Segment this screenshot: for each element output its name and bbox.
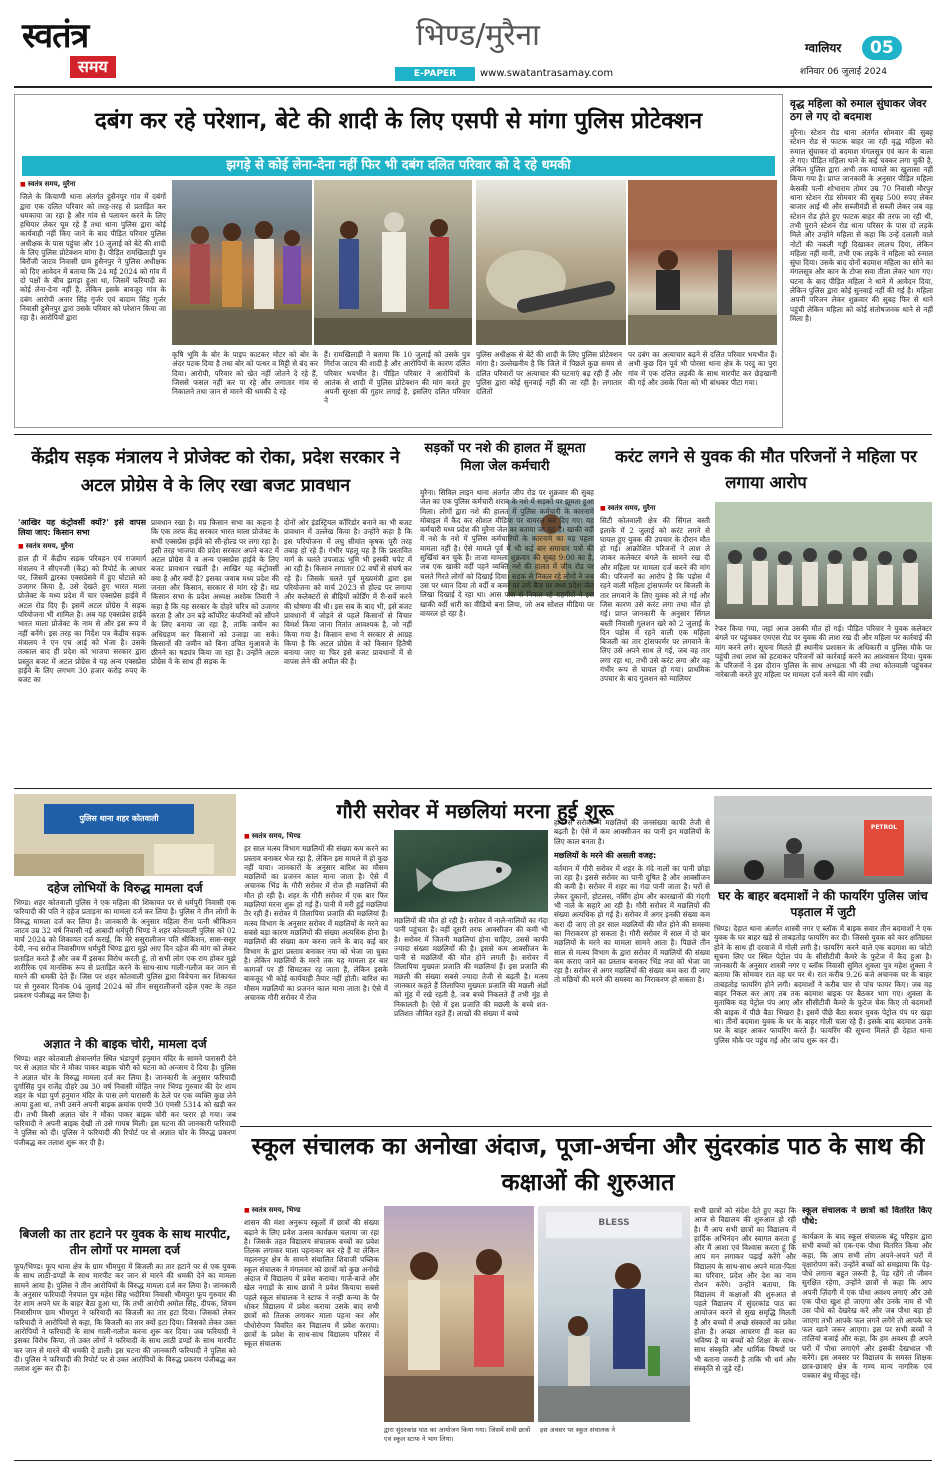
masthead: [0, 0, 945, 88]
story7-text: भिण्ड। शहर कोतवाली क्षेत्रान्तर्गत स्थित भंडापुर्ण हनुमान मंदिर के सामने पारासरी देने पर से अज्ञात चोर ने मौका पाकर बाइक चोरी को घटना को अन्जाम दे दिया है। पुलिस ने अज्ञात चोर के विरुद्ध मामला दर्ज कर लिया है। जानकारी के अनुसार फरियादी दुर्गासिंह पुत्र राजेंद्र दौहरे उम्र 30 वर्ष निवासी मोहित नगर भिण्ड गुरुवार की देर शाम शहर के भंडा पुर्ण हनुमान मंदिर के पास लगे पारासरी के ठेले पर एक व्यक्ति कुछ लेने आया हुआ था, तभी उसने अपनी बाइक क्रमांक एमपी 30 एमसी 5314 को खड़ी कर दी। तभी किसी अज्ञात चोर ने मौका पाकर बाइक चोरी कर फरार हो गया। जब फरियादी ने अपनी बाइक देखी तो उसे गायब मिली। इस घटना की जानकारी फरियादी ने पुलिस को दी। पुलिस ने फरियादी की रिपोर्ट पर से अज्ञात चोर के विरुद्ध प्रकरण पंजीबद्ध कर तलाश शुरू कर दी है।: [14, 1054, 236, 1147]
puja-ceremony-icon: [384, 1206, 534, 1422]
lead-col-5: पर दबंग का अत्याचार बढ़ने से दलित परिवार भयभीत हैं। अभी कुछ दिन पूर्व भी पोरसा थाना क्षेत्र के परदु का पुरा गांव में एक दलित लड़की के साथ मारपीट कर छेड़खानी की गई और उसके पिता को भी बांधकर पीटा गया।: [628, 350, 777, 387]
dead-fish-icon: [394, 830, 548, 912]
story4-col-1-text: सिटी कोतवाली क्षेत्र की सिंगल बस्ती इलाके में 2 जुलाई को करंट लगने से घायल हुए युवक की उपचार के दौरान मौत हो गई। आक्रोशित परिजनों ने लाश ले जाकर कलेक्टर बंगले के सामने रख दी और महिला पर मामला दर्ज करने की मांग की। परिजनों का आरोप है कि पड़ोस में रहने वाली महिला ट्रांसफार्मर पर बिजली के तार लगवाने के लिए युवक को ले गई और जिस कारण उसे करंट लगा तथा मौत हो गई। प्राप्त जानकारी के अनुसार सिंगल बस्ती निवासी गुलशन खरे को 2 जुलाई के दिन पड़ोस में रहने वाली एक महिला बिजली का तार ट्रांसफार्मर पर लगवाने के लिए उसे अपने साथ ले गई, जब वह तार लगा रहा था, तभी उसे करंट लगा और वह गंभीर रूप से घायल हो गया। प्राथमिक उपचार के बाद गुलशन को ग्वालियर: [600, 516, 710, 684]
villagers-icon: [314, 180, 472, 345]
story7-headline: अज्ञात ने की बाइक चोरी, मामला दर्ज: [43, 1037, 207, 1051]
story2-col-2: प्रावधान रखा है। मप्र किसान सभा का कहना है कि एक तरफ केंद्र सरकार भारत माला प्रोजेक्ट के सभी एक्सप्रेस हाईवे को सी-होल्ड पर लगा रहा है। इसी तरह भाजपा की प्रदेश सरकार अपने बजट में अटल प्रोग्रेस वे व अन्य एक्सप्रेस हाईवे के लिए बजट प्रावधान रखती है। आखिर यह कंट्रोवर्सी क्या है और क्यों है? इसका जवाब मध्य प्रदेश की जनता और किसान, सरकार से मांग रहे हैं। मप्र किसान सभा के प्रदेश अध्यक्ष अशोक तिवारी ने कहा है कि यह सरकार के दोहरे चरित्र को उजागर करता है और उन बड़े कॉर्पोरेट कंपनियों को सौंपने के लिए बनाया जा रहा है, ताकि जमीन का अधिग्रहण कर किसानों को उजाड़ा जा सके। किसानों की जमीन को बिना उचित मुआवजे के छीनने का षड्यंत्र किया जा रहा है। उन्होंने अटल प्रोग्रेस वे के साथ ही सड़क के: [151, 518, 279, 667]
story3-text: मुरैना। सिविल लाइन थाना अंतर्गत जीप रोड पर शुक्रवार की सुबह जेल का एक पुलिस कर्मचारी शराब के नशे में सड़कों पर झूमता हुआ मिला। लोगों द्वारा नशे की हालत में पुलिस कर्मचारी के कारनामे मोबाइल में कैद कर सोशल मीडिया पर वायरल कर दिए गए। यह कर्मचारी मध्य प्रदेश की मुरैना जेल का बताया जा रहा है। खाकी वर्दी में नशे के नशे में पुलिस कर्मचारियों के कारनामे का यह पहला मामला नहीं है। ऐसे मामले पूर्व में भी कई बार समाचार पत्रों की सुर्खियां बन चुके हैं। ताजा मामला शुक्रवार की सुबह 9:00 का है, जब एक खाकी वर्दी पहने व्यक्ति नशे की हालत में जीप रोड पर चलते गिरते लोगों को दिखाई दिया। सड़क से निकल रहे लोगों ने जब उस पर ध्यान दिया तो वर्दी व कमर पर लगे बैज पर मध्य प्रदेश जेल लिखा दिखाई दे रहा था। आस पास से निकल रहे राहगीरों ने इस खाकी वर्दी धारी का वीडियो बना लिया, जो अब सोशल मीडिया पर वायरल हो रहा है।: [420, 488, 594, 618]
police-station-sign: पुलिस थाना शहर कोतवाली: [79, 814, 159, 823]
story5-photo: [394, 830, 548, 912]
story2-col-1: [18, 518, 146, 783]
rule-3: [240, 1126, 932, 1127]
story8-headline: बिजली का तार हटाने पर युवक के साथ मारपीट, तीन लोगों पर मामला दर्ज: [19, 1227, 231, 1257]
story4-headline: करंट लगने से युवक की मौत परिजनों ने महिला पर लगाया आरोप: [615, 447, 917, 492]
children-plants-icon: [538, 1206, 690, 1422]
side-top-text: मुरैना। स्टेशन रोड थाना अंतर्गत सोमवार की सुबह स्टेशन रोड से फाटक बाहर जा रही वृद्ध महिला को रुमाल सुंघाकर दो बदमाश मंगलसूत्र एवं कान के बाला ले गए। पीड़ित महिला थाने के कई चक्कर लगा चुकी है, लेकिन पुलिस द्वारा अभी तक मामले का खुलासा नहीं किया गया है। प्राप्त जानकारी के अनुसार पीड़ित महिला केसकी पत्नी शोभाराम तोमर उम्र 70 निवासी मौरपुर थाना स्टेशन रोड सोमवार की सुबह 500 रुपए लेकर बाजार आई थी और सब्जीमंडी से सब्जी लेकर जब वह स्टेशन रोड होते हुए फाटक बाहर की तरफ जा रही थी, तभी पुराने स्टेशन रोड थाना परिसर के पास दो लड़के मिले और उन्होंने महिला से कहा कि उन्हें दलाली वाले नोटों की नकली गड्डी दिखाकर लालच दिया, लेकिन महिला नहीं मानी, तभी एक लड़के ने महिला को रुमाल सुंघा दिया। उसके बाद दोनों बदमाश महिला का सोने का मंगलसूत्र और कान के टोप्स सवा तीला लेकर भाग गए। घटना के बाद पीड़ित महिला ने थाने में आवेदन दिया, लेकिन पुलिस द्वारा कोई सुनवाई नहीं की गई है। महिला अपनी परिजन लेकर शुक्रवार की सुबह फिर से थाने पहुंची लेकिन महिला को कोई संतोषजनक थाने से नहीं मिला है।: [790, 128, 933, 323]
lead-photo-3: [476, 180, 626, 345]
petrol-sign: PETROL: [870, 824, 898, 831]
story4-byline: ■ स्वतंत्र समय, मुरैना: [600, 504, 710, 513]
lead-col-2: कृषि भूमि के बोर के पाइप काटकर मोटर को बोर के अंदर पटक दिया है तथा बोर को पत्थर व मिट्टी से बंद कर दिया। आरोपी, परिवार को खेत नहीं जोतने दे रहे हैं, जिससे फसल नहीं कर पा रहे और लगातार गांव से निकालने तथा जान से मारने की धमकी दे रहे: [172, 350, 318, 397]
story2-col-1-text: हाल ही में केंद्रीय सड़क परिवहन एवं राजमार्ग मंत्रालय ने सीएनजी (केंद्र) को रिपोर्ट के आधार पर, जिसमें द्वारका एक्सप्रेसवे में हुए घोटाले को उजागर किया है, उसे देखते हुए भारत माला प्रोजेक्ट के मध्य प्रदेश में चार एक्सप्रेस हाईवे में अटल रोड दिए हैं। इसमें अटल प्रोग्रेस वे सड़क परियोजना भी शामिल है। अब यह एक्सप्रेस हाईवे भारत माला प्रोजेक्ट के नाम से और इस रूप में नहीं बनेंगे। इस तरह का निर्देश पत्र केंद्रीय सड़क मंत्रालय ने एन एच आई को भेजा है। उसके तत्काल बाद ही प्रदेश को भाजपा सरकार द्वारा प्रस्तुत बजट में अटल प्रोग्रेस वे यह अन्य एक्सप्रेस हाईवे के लिए लगभग 30 हजार करोड़ रुपए के बजट का: [18, 554, 146, 685]
edition-title: भिण्ड/मुरैना: [416, 18, 540, 53]
logo: [22, 18, 152, 84]
story6-headline: दहेज लोभियों के विरुद्ध मामला दर्ज: [47, 881, 203, 895]
story5-col-2: मछलियों की मौत हो रही है। सरोवर में नाले-नालियों का गंदा पानी पहुंचता है। वहीं दूसरी तरफ आक्सीजन की कमी भी है। सरोवर में जितनी मछलियां होना चाहिए, उससे काफी ज्यादा संख्या मछलियों की है। इससे कम आक्सीजन के पानी से मछलियों की मौत होने लगती है। सरोवर में तिलापिया मुख्यतः प्रजाति की मछलियां हैं। इस प्रजाति की मछली की संख्या सबसे ज्यादा तेजी से बढ़ती है। मत्स्य जानकार कहते हैं तिलापिया मुख्यतः प्रजाति की मछली अंडों को मुंह में रखे रहती है, जब बच्चे निकलते हैं तभी मुंह से निकालती है। ऐसे में इस प्रजाति की मछली के बच्चे शत-प्रतिशत जीवित रहते हैं। लाखों की संख्या में बच्चे: [394, 916, 548, 1018]
lead-headline: दबंग कर रहे परेशान, बेटे की शादी के लिए एसपी से मांगा पुलिस प्रोटेक्शन: [94, 108, 703, 134]
story6-photo: [14, 794, 236, 876]
story10-byline: ■ स्वतंत्र समय, भिण्ड: [244, 1206, 379, 1215]
cctv-petrol-pump-icon: [714, 796, 932, 884]
story10-photo-1: [384, 1206, 534, 1422]
lead-photo-1: [172, 180, 312, 345]
story5-col-3-text: होने से सरोवर में मछलियों की जनसंख्या काफी तेजी से बढ़ती है। ऐसे में कम आक्सीजन का पानी इन मछलियों के लिए काल बनता है।: [554, 818, 710, 846]
story10-caption-left: द्वारा सुंदरकांड पाठ का आयोजन किया गया। जिसमें सभी छात्रों एवं स्कूल स्टाफ ने भाग लिया।: [384, 1426, 531, 1443]
story5-col-1-text: हर साल मत्स्य विभाग मछलियों की संख्या कम करने का प्रस्ताव बनाकर भेज रहा है, लेकिन इस मामले में हो कुछ नहीं पाया। जानकारों के अनुसार बारिश का मौसम मछलियों का प्रजनन काल माना जाता है। ऐसे में अचानक भिंड के गौरी सरोवर में रोज ही मछलियों की मौत हो रही है। शहर के गौरी सरोवर में एक बार फिर मछलियां मरना शुरू हो गई हैं। पानी में मरी हुई मछलियां तैर रही हैं। सरोवर में तिलापिया प्रजाति की मछलियां हैं। मत्स्य विभाग के अनुसार सरोवर में मछलियों के मरने का सबसे बड़ा कारण मछलियों की संख्या अत्यधिक होना है। मछलियों की संख्या कम करना जाने के बाद कई बार विभाग के द्वारा प्रस्ताव बनाकर नपा को भेजा जा चुका है। लेकिन मछलियों के मरने तक यह मामला हर बार कागजों पर ही सिमटकर रह जाता है, लेकिन इसके बावजूद भी कोई कार्यवाही तैयार नहीं होती। बारिश का मौसम मछलियों का प्रजनन काल माना जाता है। ऐसे में अचानक गौरी सरोवर में रोज: [244, 844, 388, 1003]
story5-byline: ■ स्वतंत्र समय, भिण्ड: [244, 832, 388, 841]
city-label: ग्वालियर: [805, 41, 842, 55]
lead-byline: ■ स्वतंत्र समय, मुरैना: [20, 180, 166, 189]
lead-col-4: पुलिस अधीक्षक से बेटे की शादी के लिए पुलिस प्रोटेक्शन मांगा है। उल्लेखनीय है कि जिले में पिछले कुछ समय से दलित परिवारों पर अत्याचार की घटनाएं बढ़ रही हैं और पुलिस द्वारा कोई सुनवाई नहीं की जा रही है। लगातार दलितों: [476, 350, 622, 397]
story9-photo: [714, 796, 932, 884]
story5-col-3b-text: वर्तमान में गौरी सरोवर में शहर के गंदे नालों का पानी छोड़ा जा रहा है। इससे सरोवर का पानी दूषित है और आक्सीजन की कमी है। सरोवर में शहर का गंदा पानी जाता है। घरों से लेकर दुकानों, होटलस, नर्सिंग होम और कारखानों की गंदगी भी नाले के सहारे आ रही है। गौरी सरोवर में मछलियों की संख्या अत्यधिक हो गई है। सरोवर में अगर इनकी संख्या कम करा दी जाए तो हर साल मछलियों की मौत होने की समस्या का निराकरण हो सकता है। गौरी सरोवर में साल में दो बार मछलियों के मरने का मामला सामने आता है। पिछले तीन साल से मत्स्य विभाग के द्वारा सरोवर में मछलियों की संख्या कम कराए जाने का प्रस्ताव बनाकर भिंड नपा को भेजा जा रहा है। सरोवर से अगर मछलियों की संख्या कम करा दी जाए तो मछियों की मरने की समस्या का निराकरण हो सकता है।: [554, 863, 710, 985]
story10-col-3: [802, 1206, 932, 1458]
story5-col-3: [554, 818, 710, 1124]
story2-kicker: 'आखिर यह कंट्रोवर्सी क्यों?' इसे वापस लिया जाए: किसान सभा: [18, 518, 146, 537]
broken-pipe-icon: [476, 180, 626, 345]
side-top-headline: वृद्ध महिला को रुमाल सुंघाकर जेवर ठग ले गए दो बदमाश: [790, 98, 927, 123]
story5-headline: गौरी सरोवर में मछलियां मरना हुई शुरू: [336, 799, 614, 823]
lead-photo-4: [628, 180, 777, 345]
story3-headline: सड़कों पर नशे की हालत में झूमता मिला जेल कर्मचारी: [424, 441, 586, 474]
story5-col-1: [244, 832, 388, 1124]
story2-col-3: दोनों ओर इंडस्ट्रियल कॉरिडोर बनाने का भी बजट प्रावधान में उल्लेख किया है। उन्होंने कहा है कि इस परियोजना में लघु सीमांत कृषक पूरी तरह तबाह हो रहे हैं। गंभीर पहलू यह है कि प्रस्तावित मार्ग के चलते उपजाऊ भूमि भी इसकी चपेट में आ रही है। किसान लगातार 02 वर्षों से संघर्ष कर रहे हैं। जिसके चलते पूर्व मुख्यमंत्री द्वारा इस परियोजना को मार्च 2023 से होल्ड पर लगाया और कलेक्टरों से बीड़ियों कोर्डिंग में री-सर्वे करने की घोषणा की थी। इस सब के बाद भी, इसे बजट प्रावधानों में जोड़ने से पहले किसानों से विचार विमर्श किया जाना नितांत आवश्यक है, जो नहीं किया गया है। किसान सभा ने सरकार से आग्रह किया है कि अटल प्रोग्रेस वे को किसान हितैषी बनाया जाए या फिर इसे बजट प्रावधानों में से वापस लेने की अपील की है।: [284, 518, 412, 667]
crowd-icon: [715, 502, 932, 619]
story10-side-head: स्कूल संचालक ने छात्रों को वितरित किए पौधे:: [802, 1206, 932, 1227]
logo-top: स्वतंत्र: [22, 16, 89, 56]
story10-col-1-text: शासन की मंशा अनुरूप स्कूलों में छात्रों की संख्या बढ़ाने के लिए प्रवेश उत्सव कार्यक्रम चलाया जा रहा है। जिसके तहत विद्यालय संचालक बच्चों का प्रवेश तिलक लगाकर माला पहनाकर कर रहे हैं या लेकिन महलनपुर क्षेत्र के सामने संचालित शिवाजी पब्लिक स्कूल संचालक ने मंगलवार को छात्रों को कुछ अनोखे अंदाज में विद्यालय में प्रवेश कराया। गाजे-बाजे और खेल नगाड़ों के साथ छात्रों ने प्रवेश कियाया सबसे पहले स्कूल संचालक ने स्टाफ ने नन्ही कन्या के पैर धोकर विद्यालय में प्रवेश कराया उसके बाद सभी छात्रों को तिलक लगाकर माला पहना कर और पौधोरोपण विवरित कर विद्यालय में प्रवेश कराया। छात्रों के प्रवेश के साथ-साथ विद्यालय परिसर में स्कूल संचालक: [244, 1218, 379, 1349]
story2-headline: केंद्रीय सड़क मंत्रालय ने प्रोजेक्ट को रोका, प्रदेश सरकार ने अटल प्रोग्रेस वे के लिए रखा बजट प्रावधान: [31, 448, 400, 496]
story5-subhead: मछलियों के मरने की असली वजह:: [554, 850, 657, 860]
story6-text: भिण्ड। शहर कोतवाली पुलिस ने एक महिला की शिकायत पर से धर्मपुरी निवासी एक फरियादी की पति ने दहेज प्रताड़ना का मामला दर्ज कर लिया है। पुलिस ने तीन लोगों के विरुद्ध मामला दर्ज कर लिया है। जानकारी के अनुसार महिला रीना पत्नी श्रीकिशन जाटव उम्र 32 वर्ष निवासी नई आबादी धर्मपुरी भिण्ड ने शहर कोतवाली पुलिस को 02 मार्च 2024 को शिकायत दर्ज कराई, कि मेरे ससुरालीजन पति श्रीकिशन, सास-ससुर देवी, नन्द सरोज निवासीगण धर्मपुरी भिण्ड द्वारा मुझे आए दिन दहेज की मांग को लेकर प्रताड़ित करते हैं और जब मैं इसका विरोध करती हूं, तो सभी लोग एक राय होकर मुझे शारीरिक एवं मानसिक रूप से प्रताड़ित करने के साथ-साथ गाली-गलौज कर जान से मारने की धमकी देते हैं। जिस पर शहर कोतवाली पुलिस द्वारा विवेचना कर शिकायत पर से गुरुवार दिनांक 04 जुलाई 2024 को तीन ससुरालीजनों दहेज एक्ट के तहत प्रकरण पंजीबद्ध कर लिया है।: [14, 898, 236, 1000]
footer-rule: [14, 1460, 932, 1461]
photo-banner: BLESS: [598, 1218, 630, 1228]
story10-caption-right: इस अवसर पर स्कूल संचालक ने: [540, 1426, 616, 1434]
story10-photo-2: [538, 1206, 690, 1422]
people-standing-icon: [172, 180, 312, 345]
story10-side-text: कार्यक्रम के बाद स्कूल संचालक बंटू परिहार द्वारा सभी बच्चों को एक-एक पौधा वितरित किया और कहा, कि आप सभी लोग अपने-अपने घरों में वृक्षारोपण करें। उन्होंने बच्चों को समझाया कि पेड़-पौधे लगाना बहुत जरूरी है, पेड़ रहेंगे तो जीवन सुरक्षित रहेगा, उन्होंने छात्रों से कहा कि आप अपनी ज़िंदगी में एक पौधा अवश्य लगाएं और उसे एक पौधा खुश हो जाएगा और उनके नाम से भी उस पौधे को देखरेख करें और जब पौधा बड़ा हो जाएगा तभी आपके फल लगने लगेंगे तो आपके घर फल खाने जरूर आएगा। इस पर सभी बच्चों ने तालियां बजाई और कहा, कि हम अवश्य ही अपने घरों में पौधा लगाएंगे और इसकी देखभाल भी करेंगे। इस अवसर पर विद्यालय के समस्त शिक्षक छात्र-छात्राएं क्षेत्र के गण्य मान्य नागरिक एवं पत्रकार बंधु मौजूद रहे।: [802, 1232, 932, 1381]
story4-photo: [715, 502, 932, 619]
masthead-rule: [14, 86, 932, 88]
story4-col-2: रेफर किया गया, जहां आज उसकी मौत हो गई। पीड़ित परिवार ने युवक कलेक्टर बंगले पर पहुंचकर एमएस रोड पर युवक की लाश रख दी और महिला पर कार्रवाई की मांग करने लगे। सूचना मिलते ही स्थानीय प्रशासन के अधिकारी व पुलिस मौके पर पहुंची तथा लाश को हटवाकर परिजनों को कार्रवाई करने का आश्वासन दिया। युवक के परिजनों ने इस दौरान पुलिस के साथ अभद्रता भी की तथा कोतवाली पहुंचकर नारेबाजी करते हुए महिला पर मामला दर्ज करने की मांग रखी।: [715, 624, 932, 680]
story9-headline: घर के बाहर बदमाशों ने की फायरिंग पुलिस जांच पड़ताल में जुटी: [718, 889, 928, 919]
lead-subhead: झगड़े से कोई लेना-देना नहीं फिर भी दबंग दलित परिवार को दे रहे धमकी: [22, 156, 775, 176]
website[interactable]: www.swatantrasamay.com: [480, 68, 614, 79]
story10-headline: स्कूल संचालक का अनोखा अंदाज, पूजा-अर्चना और सुंदरकांड पाठ के साथ की कक्षाओं की शुरुआत: [251, 1132, 925, 1196]
page-number: 05: [862, 36, 902, 60]
date: शनिवार 06 जुलाई 2024: [800, 67, 887, 77]
rule-2: [14, 788, 932, 789]
borewell-icon: [628, 180, 777, 345]
story2-byline: ■ स्वतंत्र समय, मुरैना: [18, 542, 146, 551]
story8-text: फूप/भिण्ड। फूप थाना क्षेत्र के ग्राम भीमपुरा में बिजली का तार हटाने पर से एक युवक के साथ लाठी-डण्डों के साथ मारपीट कर जान से मारने की धमकी देने का मामला सामने आया है। पुलिस ने तीन आरोपियों के विरुद्ध मामला दर्ज कर लिया है। जानकारी के अनुसार फरियादी नेत्रपाल पुत्र महेश सिंह भदौरिया निवासी भीमपुरा फूप गुरुवार की देर शाम अपने घर के बाहर बैठा हुआ था, कि तभी आरोपी अमोल सिंह, दीपक, शिवम निवासीगण ग्राम भीमपुरा ने फरियादी का बिजली का तार हटा दिया। जिसको लेकर फरियादी ने आरोपियों से कहा, कि बिजली का तार क्यों हटा दिया। जिसको लेकर उक्त आरोपियों ने फरियादी के साथ गाली-गलौज करना शुरू कर दिया। जब फरियादी ने इसका विरोध किया, तो उक्त लोगों ने फरियादी के साथ लाठी डण्डों के साथ मारपीट कर जान से मारने की धमकी दे डाली। इस घटना की जानकारी फरियादी ने पुलिस को दी। पुलिस ने फरियादी की रिपोर्ट पर से उक्त आरोपियों के विरुद्ध प्रकरण पंजीबद्ध कर तलाश शुरू कर दी है।: [14, 1262, 236, 1374]
lead-col-1-text: जिले के किचाणी थाना अंतर्गत हुसैनपुर गांव में दबंगों द्वारा एक दलित परिवार को तरह-तरह से प्रताड़ित कर धमकाया जा रहा है और गांव से पलायन करने के लिए हथियार लेकर घूम रहे हैं तथा थाना पुलिस द्वारा कोई कार्यवाही नहीं किए जाने के बाद पीड़ित परिवार पुलिस अधीक्षक के पास पहुंचा और 10 जुलाई को बेटे की शादी के लिए पुलिस प्रोटेक्शन मांगा है। पीड़ित रामखिलाड़ी पुत्र बिरौंजी जाटव निवासी ग्राम हुसैनपुर ने पुलिस अधीक्षक को दिए आवेदन में बताया कि 24 मई 2024 को गांव में दो पक्षों के बीच झगड़ा हुआ था, जिसमें फरियादी का कोई लेना-देना नहीं है, लेकिन इसके बावजूद गांव के दबंग आरोपी अनार सिंह गुर्जर एवं बादाम सिंह गुर्जर निवासी हुसैनपुर द्वारा उसके परिवार को परेशान किया जा रहा है। आरोपियों द्वारा: [20, 192, 166, 323]
story10-col-1: [244, 1206, 379, 1458]
epaper-label: E-PAPER: [395, 67, 475, 81]
lead-col-3: हैं। रामखिलाड़ी ने बताया कि 10 जुलाई को उसके पुत्र गिर्राज जाटव की शादी है और आरोपियों के कारण दलित परिवार भयभीत है। पीड़ित परिवार ने आरोपियों के आतंक से शादी में पुलिस प्रोटेक्शन की मांग करते हुए अपनी सुरक्षा की गुहार लगाई है, इसलिए दलित परिवार ने: [324, 350, 470, 406]
lead-photo-2: [314, 180, 472, 345]
lead-col-1: [20, 180, 166, 420]
rule-1: [14, 434, 932, 435]
story4-col-1: [600, 504, 710, 782]
story9-text: भिण्ड। देहात थाना अंतर्गत शास्त्री नगर ए ब्लॉक में बाइक सवार तीन बदमाशों ने एक युवक के घर बाहर खड़े से ताबड़तोड़ फायरिंग कर दी। जिससे युवक को कार क्षतिग्रस्त होने के साथ ही दरवाजे में गोली लगी है। फायरिंग करने वाले एक बदमाश का फोटो सूचना लिए पर स्थित पेट्रोल पंप के सीसीटीवी कैमरे के फुटेज में कैद हुआ है। जानकारी के अनुसार शास्त्री नगर ए ब्लॉक निवासी सुमित शुक्ला पुत्र महेश शुक्ला ने बताया कि सोमवार रात वह घर पर थे। रात करीब 9.26 बजे अचानक घर के बाहर ताबड़तोड़ फायरिंग होने लगी। बदमाशों ने करीब चार से पांच फायर किए। जब वह बाहर निकल कर आए तब तक बदमाश बाइक पर बैठकर भाग गए। शुक्ला के मुताबिक यह पेट्रोल पंप आए और सीसीटीवी कैमरे के फुटेज चेक किए तो बदमाशों की बाइक में पीछे बैठा भिखरा है। इसमें पीछे बैठा सवार युवक पेट्रोल पंप पर खड़ा था। तीनों बदमाश युवक के घर के बाहर गोली चला रहे हैं। इसके बाद बदमाश उनके घर के बाहर आकर फायरिंग करते हैं। फायरिंग की सूचना मिलते ही देहात थाना पुलिस मौके पर पहुंच गई और जांच शुरू कर दी।: [714, 924, 932, 1045]
story10-col-2: सभी छात्रों को संदेश देते हुए कहा कि आज से विद्यालय की शुरुआत हो रही है। मैं आप सभी छात्रों का विद्यालय में हार्दिक अभिनंदन और स्वागत करता हूं और मैं आशा एवं विश्वास करता हूं कि आप मन लगाकर पढ़ाई करेंगे और विद्यालय के साथ-साथ अपने माता-पिता का परिवार, प्रदेश और देश का नाम रोशन करेंगे। उन्होंने बताया, कि विद्यालय में कक्षाओं की शुरुआत से पहले विद्यालय में सुंदरकांड पाठ का आयोजन करने से सुख समृद्धि मिलती है और बच्चों में अच्छे संस्कारों का प्रवेश होता है। अच्छा आचरण ही कल का भविष्य है या बच्चों को शिक्षा के साथ-साथ संस्कृति और धार्मिक विषयों पर भी बताना जरूरी है ताकि भी धर्म और संस्कृति से जुड़े रहें।: [694, 1206, 796, 1374]
logo-bottom: समय: [70, 56, 116, 78]
